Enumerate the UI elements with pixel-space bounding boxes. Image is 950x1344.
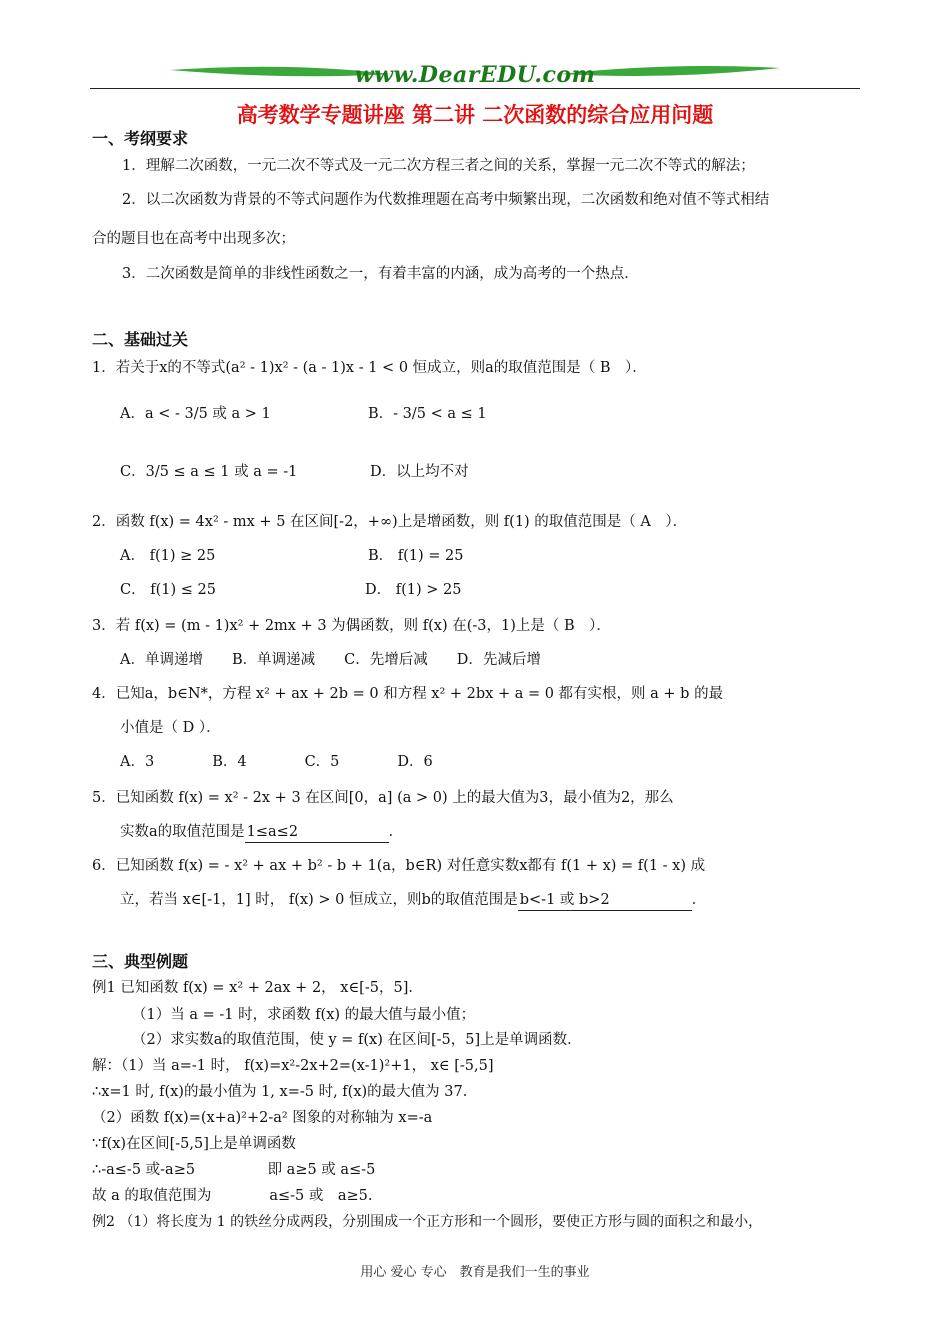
options-row: A．3 B．4 C．5 D．6: [120, 754, 433, 770]
question: 1．若关于x的不等式(a² - 1)x² - (a - 1)x - 1 < 0 恒成立，则a的取值范围是（ B ）．: [92, 360, 647, 376]
section-heading: 三、典型例题: [92, 952, 189, 971]
answer-blank: 1≤a≤2: [245, 822, 389, 843]
option: D．以上均不对: [370, 464, 469, 480]
example: 例1 已知函数 f(x) = x² + 2ax + 2， x∈[-5，5]．: [92, 980, 423, 996]
text: 实数a的取值范围是: [120, 824, 245, 840]
question-cont: 小值是（ D ）．: [120, 720, 221, 736]
example-part: （1）当 a = -1 时，求函数 f(x) 的最大值与最小值；: [132, 1007, 476, 1023]
text: ．: [691, 892, 707, 908]
options-row: A．单调递增 B．单调递减 C．先增后减 D．先减后增: [120, 652, 541, 668]
option: D． f(1) > 25: [365, 582, 462, 598]
paragraph: 3．二次函数是简单的非线性函数之一，有着丰富的内涵，成为高考的一个热点．: [122, 266, 639, 282]
question-cont: [120, 822, 403, 843]
answer-blank: b<-1 或 b>2: [518, 890, 692, 911]
section-heading: 二、基础过关: [92, 330, 189, 349]
solution-line: ∴x=1 时, f(x)的最小值为 1, x=-5 时, f(x)的最大值为 37.: [92, 1084, 468, 1100]
section-heading: 一、考纲要求: [92, 129, 189, 148]
paragraph: 合的题目也在高考中出现多次；: [92, 231, 295, 247]
option: A． f(1) ≥ 25: [120, 548, 216, 564]
question-cont: [120, 890, 706, 911]
example-part: （2）求实数a的取值范围，使 y = f(x) 在区间[-5，5]上是单调函数．: [132, 1032, 582, 1048]
header-rule: [90, 88, 860, 89]
question: 3．若 f(x) = (m - 1)x² + 2mx + 3 为偶函数，则 f(x) 在(-3，1)上是（ B ）．: [92, 618, 611, 634]
option: B． f(1) = 25: [368, 548, 464, 564]
paragraph: 2．以二次函数为背景的不等式问题作为代数推理题在高考中频繁出现，二次函数和绝对值不等式相结: [122, 192, 770, 208]
page-title: 高考数学专题讲座 第二讲 二次函数的综合应用问题: [236, 103, 714, 127]
question: 5．已知函数 f(x) = x² - 2x + 3 在区间[0，a] (a > 0) 上的最大值为3，最小值为2，那么: [92, 790, 674, 806]
example: 例2 （1）将长度为 1 的铁丝分成两段，分别围成一个正方形和一个圆形，要使正方形与圆的面积之和最小，: [92, 1214, 763, 1230]
question: 6．已知函数 f(x) = - x² + ax + b² - b + 1(a，b∈R) 对任意实数x都有 f(1 + x) = f(1 - x) 成: [92, 858, 706, 874]
text: ．: [388, 824, 404, 840]
solution-line: ∵f(x)在区间[-5,5]上是单调函数: [92, 1136, 296, 1152]
option: C． f(1) ≤ 25: [120, 582, 216, 598]
question: 4．已知a，b∈N*，方程 x² + ax + 2b = 0 和方程 x² + 2bx + a = 0 都有实根，则 a + b 的最: [92, 686, 724, 702]
page-footer: 用心 爱心 专心 教育是我们一生的事业: [360, 1265, 590, 1280]
solution-line: 故 a 的取值范围为 a≤-5 或 a≥5.: [92, 1188, 373, 1204]
option: B．- 3/5 < a ≤ 1: [368, 406, 487, 422]
option: A．a < - 3/5 或 a > 1: [120, 406, 271, 422]
question: 2．函数 f(x) = 4x² - mx + 5 在区间[-2，+∞)上是增函数，则 f(1) 的取值范围是（ A ）．: [92, 514, 688, 530]
solution-line: 解：（1）当 a=-1 时， f(x)=x²-2x+2=(x-1)²+1， x∈ [-5,5]: [92, 1058, 494, 1074]
site-url[interactable]: www.DearEDU.com: [354, 62, 596, 88]
text: 立，若当 x∈[-1，1] 时， f(x) > 0 恒成立，则b的取值范围是: [120, 892, 518, 908]
site-banner: [90, 58, 860, 98]
solution-line: ∴-a≤-5 或-a≥5 即 a≥5 或 a≤-5: [92, 1162, 376, 1178]
paragraph: 1．理解二次函数，一元二次不等式及一元二次方程三者之间的关系，掌握一元二次不等式的解法；: [122, 158, 755, 174]
solution-line: （2）函数 f(x)=(x+a)²+2-a² 图象的对称轴为 x=-a: [92, 1110, 433, 1126]
option: C．3/5 ≤ a ≤ 1 或 a = -1: [120, 464, 298, 480]
